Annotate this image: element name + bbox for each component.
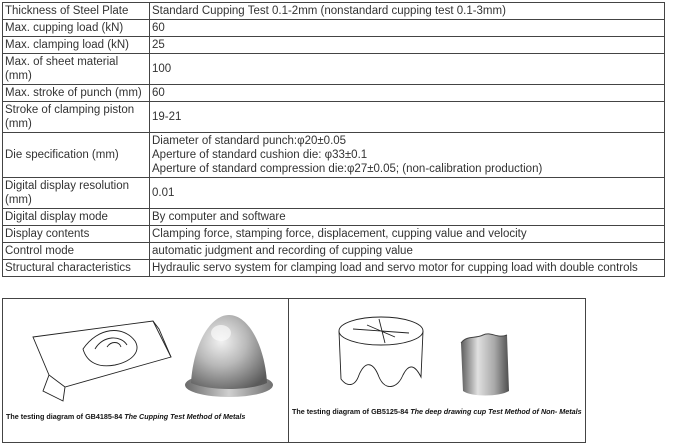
cupping-test-diagram [3, 299, 289, 409]
spec-label: Max. cupping load (kN) [3, 20, 150, 37]
spec-value-line: automatic judgment and recording of cupping value [152, 245, 413, 257]
drawn-cup-photo [461, 334, 509, 396]
spec-label: Structural characteristics [3, 260, 150, 277]
spec-label: Digital display mode [3, 209, 150, 226]
spec-label: Stroke of clamping piston (mm) [3, 102, 150, 133]
spec-row [3, 37, 665, 54]
spec-row [3, 54, 665, 85]
spec-value-line: Aperture of standard compression die:φ27±0.05; (non-calibration production) [152, 163, 543, 175]
spec-value-line: 60 [152, 87, 165, 99]
spec-value [150, 85, 665, 102]
spec-row [3, 102, 665, 133]
spec-value-line: 19-21 [152, 111, 182, 123]
spec-label: Max. of sheet material (mm) [3, 54, 150, 85]
spec-value [150, 209, 665, 226]
spec-table [2, 2, 665, 277]
spec-value [150, 243, 665, 260]
spec-label: Max. clamping load (kN) [3, 37, 150, 54]
deep-drawing-diagram [289, 299, 585, 409]
cup-sample-photo [185, 315, 273, 397]
spec-value-line: Standard Cupping Test 0.1-2mm (nonstandard cupping test 0.1-3mm) [152, 5, 506, 17]
spec-row [3, 3, 665, 20]
spec-value-line: 0.01 [152, 187, 175, 199]
deep-drawing-figure [289, 299, 585, 442]
cupping-test-figure [3, 299, 289, 442]
spec-row [3, 178, 665, 209]
spec-value [150, 54, 665, 85]
spec-value [150, 3, 665, 20]
spec-label: Control mode [3, 243, 150, 260]
spec-value [150, 260, 665, 277]
spec-label: Max. stroke of punch (mm) [3, 85, 150, 102]
spec-label: Die specification (mm) [3, 133, 150, 178]
left-caption-title: The Cupping Test Method of Metals [124, 412, 246, 421]
spec-row [3, 226, 665, 243]
spec-row [3, 243, 665, 260]
spec-value [150, 20, 665, 37]
spec-value-line: Diameter of standard punch:φ20±0.05 [152, 135, 347, 147]
spec-value [150, 37, 665, 54]
spec-label: Digital display resolution (mm) [3, 178, 150, 209]
spec-value-line: 25 [152, 39, 165, 51]
right-figure-caption [292, 407, 582, 416]
spec-row [3, 20, 665, 37]
left-figure-caption [6, 412, 245, 421]
spec-label: Display contents [3, 226, 150, 243]
spec-value [150, 226, 665, 243]
spec-value [150, 133, 665, 178]
spec-value [150, 178, 665, 209]
spec-row [3, 85, 665, 102]
spec-value-line: 100 [152, 63, 172, 75]
figure-strip [2, 298, 586, 443]
spec-value-line: Clamping force, stamping force, displacement, cupping value and velocity [152, 228, 527, 240]
left-caption-prefix: The testing diagram of GB4185-84 [6, 412, 123, 421]
spec-label: Thickness of Steel Plate [3, 3, 150, 20]
spec-value-line: By computer and software [152, 211, 286, 223]
spec-value [150, 102, 665, 133]
right-caption-title: The deep drawing cup Test Method of Non- Metals [410, 407, 582, 416]
spec-table-body [3, 3, 665, 277]
spec-row [3, 260, 665, 277]
spec-row [3, 133, 665, 178]
spec-value-line: 60 [152, 22, 165, 34]
right-caption-prefix: The testing diagram of GB5125-84 [292, 407, 409, 416]
spec-row [3, 209, 665, 226]
spec-value-line: Aperture of standard cushion die: φ33±0.1 [152, 149, 368, 161]
sheet-sketch [33, 321, 171, 401]
spec-value-line: Hydraulic servo system for clamping load and servo motor for cupping load with double controls [152, 262, 638, 274]
drawn-cup-sketch [339, 317, 423, 387]
